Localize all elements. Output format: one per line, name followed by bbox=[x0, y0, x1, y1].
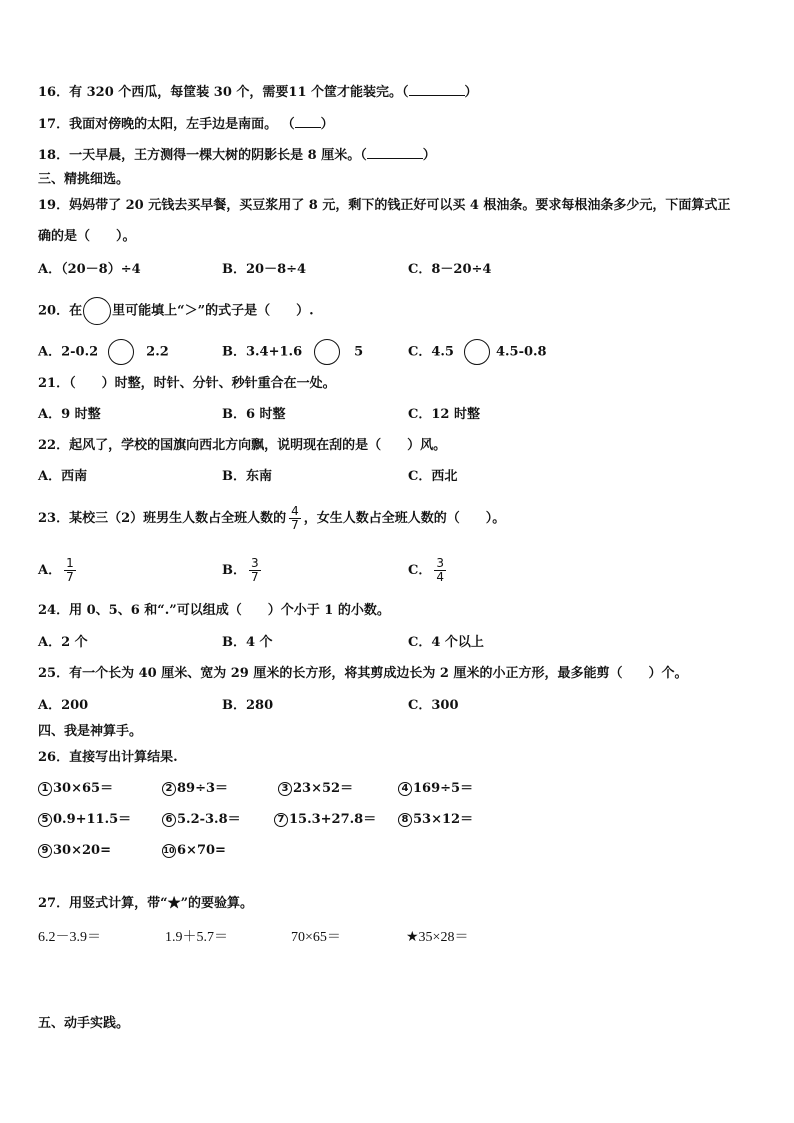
calc-item bbox=[398, 781, 473, 797]
fraction-numerator: 4 bbox=[291, 504, 299, 518]
option-b[interactable]: B．东南 bbox=[222, 469, 272, 484]
answer-blank[interactable] bbox=[409, 83, 465, 96]
question-text: 直接写出计算结果. bbox=[69, 750, 178, 765]
calc-expression: 30×20= bbox=[53, 843, 111, 858]
fraction bbox=[64, 557, 76, 584]
fraction-numerator: 3 bbox=[436, 556, 444, 570]
fraction-numerator: 3 bbox=[251, 556, 259, 570]
calc-expression: 23×52＝ bbox=[293, 781, 354, 796]
question-text: 起风了，学校的国旗向西北方向飘，说明现在刮的是（ ）风。 bbox=[69, 438, 447, 453]
option-a[interactable] bbox=[38, 557, 79, 584]
option-c[interactable]: C．300 bbox=[408, 698, 459, 713]
question-16 bbox=[38, 83, 478, 101]
section-heading-4: 四、我是神算手。 bbox=[38, 724, 143, 739]
fraction-denominator: 7 bbox=[291, 518, 299, 532]
calc-expression: 53×12＝ bbox=[413, 812, 474, 827]
question-19-line-2: 确的是（ ）。 bbox=[38, 229, 136, 244]
question-25 bbox=[38, 666, 687, 682]
option-a[interactable] bbox=[38, 339, 169, 365]
question-24 bbox=[38, 603, 390, 619]
question-18 bbox=[38, 146, 436, 164]
option-a-left: A．2-0.2 bbox=[38, 344, 99, 360]
question-number: 24． bbox=[38, 603, 70, 618]
option-label: B． bbox=[222, 563, 246, 578]
option-c[interactable] bbox=[408, 557, 449, 584]
question-text: 妈妈带了 20 元钱去买早餐，买豆浆用了 8 元，剩下的钱正好可以买 4 根油条。要求每根油条多少元，下面算式正 bbox=[69, 198, 731, 213]
option-c-left: C．4.5 bbox=[408, 344, 454, 360]
circle-blank-icon bbox=[314, 339, 340, 365]
question-number: 20． bbox=[38, 303, 70, 319]
circled-number: 8 bbox=[398, 813, 412, 827]
circled-number: 10 bbox=[162, 844, 176, 858]
option-a[interactable]: A．2 个 bbox=[38, 635, 88, 650]
question-text-pre: 在 bbox=[69, 303, 83, 319]
question-19-line-1 bbox=[38, 198, 730, 214]
answer-blank[interactable] bbox=[367, 146, 423, 159]
calc-item bbox=[278, 781, 353, 797]
option-b[interactable]: B．6 时整 bbox=[222, 407, 286, 422]
calc-expression: 89÷3＝ bbox=[177, 781, 229, 796]
option-c[interactable]: C．西北 bbox=[408, 469, 458, 484]
question-number: 26． bbox=[38, 750, 70, 765]
question-number: 25． bbox=[38, 666, 70, 681]
answer-blank[interactable] bbox=[295, 115, 321, 128]
question-23 bbox=[38, 505, 505, 532]
option-a-right: 2.2 bbox=[146, 344, 169, 360]
option-c[interactable]: C．4 个以上 bbox=[408, 635, 484, 650]
fraction-numerator: 1 bbox=[66, 556, 74, 570]
option-b[interactable]: B．280 bbox=[222, 698, 274, 713]
calc-item bbox=[38, 843, 111, 859]
option-b[interactable] bbox=[222, 339, 363, 365]
question-number: 23． bbox=[38, 511, 70, 526]
question-text-pre: 某校三（2）班男生人数占全班人数的 bbox=[69, 511, 287, 526]
option-c[interactable]: C．8－20÷4 bbox=[408, 262, 492, 277]
calc-item bbox=[398, 812, 473, 828]
question-number: 18． bbox=[38, 148, 70, 163]
option-c[interactable]: C．12 时整 bbox=[408, 407, 480, 422]
calc-expression: 6×70= bbox=[177, 843, 226, 858]
circled-number: 2 bbox=[162, 782, 176, 796]
question-text: 一天早晨，王方测得一棵大树的阴影长是 8 厘米。（ bbox=[69, 148, 367, 163]
calc-expression: 30×65＝ bbox=[53, 781, 114, 796]
question-text: 我面对傍晚的太阳，左手边是南面。 （ bbox=[69, 117, 295, 132]
paren-close: ） bbox=[422, 148, 436, 163]
question-number: 22． bbox=[38, 438, 70, 453]
calc-expression: 5.2-3.8＝ bbox=[177, 812, 241, 827]
option-b[interactable]: B．4 个 bbox=[222, 635, 273, 650]
circled-number: 9 bbox=[38, 844, 52, 858]
circle-blank-icon bbox=[108, 339, 134, 365]
calc-item bbox=[162, 781, 228, 797]
calc-expression: 0.9+11.5＝ bbox=[53, 812, 132, 827]
circled-number: 4 bbox=[398, 782, 412, 796]
option-b[interactable] bbox=[222, 557, 264, 584]
fraction bbox=[249, 557, 261, 584]
circle-blank-icon bbox=[83, 297, 111, 325]
paren-close: ） bbox=[320, 117, 334, 132]
option-a[interactable]: A．西南 bbox=[38, 469, 88, 484]
fraction-denominator: 4 bbox=[436, 570, 444, 584]
question-text-post: ，女生人数占全班人数的（ ）。 bbox=[303, 511, 506, 526]
question-number: 27． bbox=[38, 896, 70, 911]
question-text-post: 里可能填上“＞”的式子是（ ）. bbox=[112, 303, 314, 319]
calc-item bbox=[274, 812, 376, 828]
calc-expression: 169÷5＝ bbox=[413, 781, 474, 796]
calc-item bbox=[162, 812, 241, 828]
vertical-calc-item: 1.9＋5.7＝ bbox=[165, 930, 228, 945]
question-20 bbox=[38, 297, 314, 325]
circled-number: 1 bbox=[38, 782, 52, 796]
option-c[interactable] bbox=[408, 339, 547, 365]
option-b-left: B．3.4+1.6 bbox=[222, 344, 303, 360]
fraction bbox=[289, 505, 301, 532]
option-b-right: 5 bbox=[354, 344, 364, 360]
circled-number: 6 bbox=[162, 813, 176, 827]
fraction-denominator: 7 bbox=[251, 570, 259, 584]
question-text: （ ）时整，时针、分针、秒针重合在一处。 bbox=[69, 376, 336, 391]
question-17 bbox=[38, 115, 334, 133]
calc-expression: 15.3+27.8＝ bbox=[289, 812, 377, 827]
section-heading-5: 五、动手实践。 bbox=[38, 1016, 130, 1031]
option-c-right: 4.5-0.8 bbox=[495, 344, 547, 360]
question-number: 21． bbox=[38, 376, 70, 391]
circled-number: 5 bbox=[38, 813, 52, 827]
option-a[interactable]: A．200 bbox=[38, 698, 89, 713]
question-text: 有一个长为 40 厘米、宽为 29 厘米的长方形，将其剪成边长为 2 厘米的小正方形，最多能剪（ ）个。 bbox=[69, 666, 688, 681]
question-26 bbox=[38, 750, 178, 766]
option-a[interactable]: A．9 时整 bbox=[38, 407, 101, 422]
calc-item bbox=[38, 781, 113, 797]
question-22 bbox=[38, 438, 446, 454]
question-number: 19． bbox=[38, 198, 70, 213]
vertical-calc-item: 70×65＝ bbox=[291, 930, 341, 945]
option-a[interactable]: A．（20－8）÷4 bbox=[38, 262, 141, 277]
fraction-denominator: 7 bbox=[66, 570, 74, 584]
option-label: C． bbox=[408, 563, 432, 578]
calc-item bbox=[162, 843, 226, 859]
circled-number: 3 bbox=[278, 782, 292, 796]
circled-number: 7 bbox=[274, 813, 288, 827]
question-text: 有 320 个西瓜，每筐装 30 个，需要11 个筐才能装完。（ bbox=[69, 85, 409, 100]
calc-item bbox=[38, 812, 131, 828]
question-number: 16． bbox=[38, 85, 70, 100]
fraction bbox=[434, 557, 446, 584]
paren-close: ） bbox=[464, 85, 478, 100]
question-text: 用 0、5、6 和“.”可以组成（ ）个小于 1 的小数。 bbox=[69, 603, 390, 618]
question-21 bbox=[38, 376, 336, 392]
option-label: A． bbox=[38, 563, 62, 578]
vertical-calc-item: ★35×28＝ bbox=[406, 930, 469, 945]
question-text: 用竖式计算，带“★”的要验算。 bbox=[69, 896, 254, 911]
question-27 bbox=[38, 896, 253, 912]
question-number: 17． bbox=[38, 117, 70, 132]
section-heading-3: 三、精挑细选。 bbox=[38, 172, 130, 187]
circle-blank-icon bbox=[464, 339, 490, 365]
vertical-calc-item: 6.2－3.9＝ bbox=[38, 930, 101, 945]
option-b[interactable]: B．20－8÷4 bbox=[222, 262, 307, 277]
